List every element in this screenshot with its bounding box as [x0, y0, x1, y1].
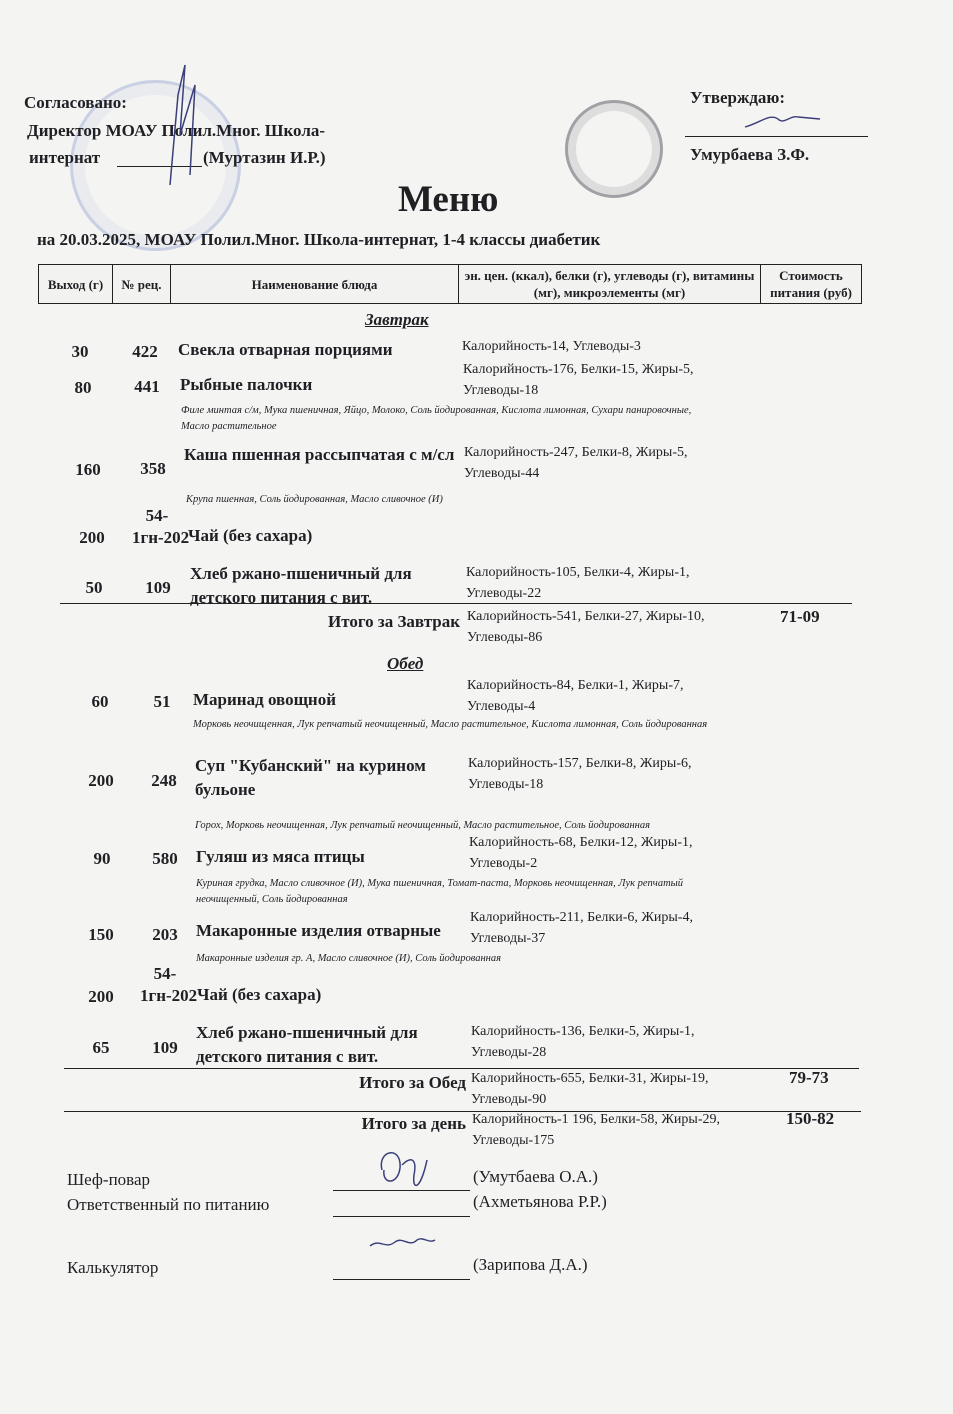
row-dish: Хлеб ржано-пшеничный для детского питания с вит. — [190, 564, 412, 607]
row-rec: 358 — [140, 459, 166, 478]
approve-signature-line — [685, 136, 868, 137]
row-nutr: Калорийность-211, Белки-6, Жиры-4, Углеводы-37 — [470, 910, 693, 946]
row-yield: 160 — [75, 460, 101, 479]
row-dish: Маринад овощной — [193, 690, 337, 709]
row-yield: 200 — [79, 528, 105, 547]
breakfast-total-cost: 71-09 — [780, 607, 820, 626]
responsible-name: (Ахметьянова Р.Р.) — [473, 1192, 607, 1211]
breakfast-total-label: Итого за Завтрак — [327, 612, 460, 631]
row-ingredients: Макаронные изделия гр. А, Масло сливочное (И), Соль йодированная — [196, 953, 502, 964]
day-total-nutr: Калорийность-1 196, Белки-58, Жиры-29, Углеводы-175 — [472, 1112, 720, 1148]
lunch-total-label: Итого за Обед — [359, 1073, 466, 1092]
row-dish: Каша пшенная рассыпчатая с м/сл — [184, 445, 455, 464]
approver-name: Умурбаева З.Ф. — [690, 145, 810, 164]
calculator-signature — [365, 1232, 440, 1254]
page-subtitle: на 20.03.2025, МОАУ Полил.Мног. Школа-интернат, 1-4 классы диабетик — [37, 230, 601, 249]
approval-stamp — [565, 100, 663, 198]
row-rec: 54-1гн-202 — [132, 506, 190, 547]
director-signature — [150, 55, 210, 195]
row-rec: 109 — [152, 1038, 178, 1057]
row-yield: 65 — [92, 1038, 110, 1057]
row-dish: Хлеб ржано-пшеничный для детского питания с вит. — [196, 1023, 418, 1066]
row-nutr: Калорийность-68, Белки-12, Жиры-1, Углеводы-2 — [469, 835, 693, 871]
chef-signature — [372, 1140, 437, 1200]
lunch-total-cost: 79-73 — [789, 1068, 829, 1087]
section-breakfast: Завтрак — [365, 310, 429, 329]
row-rec: 441 — [134, 377, 160, 396]
calculator-signature-line — [333, 1279, 470, 1280]
calculator-role: Калькулятор — [67, 1258, 159, 1277]
row-yield: 60 — [91, 692, 109, 711]
section-lunch: Обед — [387, 654, 424, 673]
chef-role: Шеф-повар — [67, 1170, 151, 1189]
row-ingredients: Морковь неочищенная, Лук репчатый неочищенный, Масло растительное, Кислота лимонная, Соль йодированная — [193, 719, 708, 730]
row-nutr: Калорийность-176, Белки-15, Жиры-5, Углеводы-18 — [463, 362, 694, 398]
row-dish: Макаронные изделия отварные — [196, 921, 441, 940]
director-line: Директор МОАУ Полил.Мног. Школа- — [27, 121, 326, 140]
row-rec: 109 — [145, 578, 171, 597]
row-ingredients: Филе минтая с/м, Мука пшеничная, Яйцо, Молоко, Соль йодированная, Кислота лимонная, Сухари панировочные, Масло растительное — [181, 405, 692, 432]
row-dish: Чай (без сахара) — [197, 985, 322, 1004]
row-nutr: Калорийность-84, Белки-1, Жиры-7, Углеводы-4 — [467, 678, 684, 714]
row-rec: 422 — [132, 342, 158, 361]
row-ingredients: Горох, Морковь неочищенная, Лук репчатый неочищенный, Масло растительное, Соль йодированная — [195, 820, 651, 831]
col-name: Наименование блюда — [170, 264, 459, 304]
approver-signature — [740, 105, 830, 135]
breakfast-divider — [60, 603, 852, 604]
row-rec: 51 — [153, 692, 171, 711]
row-nutr: Калорийность-157, Белки-8, Жиры-6, Углеводы-18 — [468, 756, 692, 792]
approve-label: Утверждаю: — [690, 88, 786, 107]
row-dish: Чай (без сахара) — [188, 526, 313, 545]
page-title: Меню — [398, 179, 499, 220]
breakfast-total-nutr: Калорийность-541, Белки-27, Жиры-10, Углеводы-86 — [467, 609, 705, 645]
row-rec: 54-1гн-202 — [140, 964, 198, 1005]
row-nutr: Калорийность-14, Углеводы-3 — [462, 339, 641, 354]
row-ingredients: Крупа пшенная, Соль йодированная, Масло сливочное (И) — [186, 494, 443, 505]
col-nutr: эн. цен. (ккал), белки (г), углеводы (г), витамины (мг), микроэлементы (мг) — [458, 264, 761, 304]
row-rec: 580 — [152, 849, 178, 868]
row-nutr: Калорийность-136, Белки-5, Жиры-1, Углеводы-28 — [471, 1024, 695, 1060]
agreed-label: Согласовано: — [24, 93, 127, 112]
chef-name: (Умутбаева О.А.) — [473, 1167, 598, 1186]
row-yield: 50 — [85, 578, 103, 597]
chef-signature-line — [333, 1190, 470, 1191]
row-yield: 200 — [88, 771, 114, 790]
row-yield: 150 — [88, 925, 114, 944]
row-yield: 90 — [93, 849, 111, 868]
responsible-role: Ответственный по питанию — [67, 1195, 270, 1214]
col-cost: Стоимость питания (руб) — [760, 264, 862, 304]
calculator-name: (Зарипова Д.А.) — [473, 1255, 588, 1274]
row-yield: 200 — [88, 987, 114, 1006]
row-nutr: Калорийность-105, Белки-4, Жиры-1, Углеводы-22 — [466, 565, 690, 601]
row-ingredients: Куриная грудка, Масло сливочное (И), Мука пшеничная, Томат-паста, Морковь неочищенная, Лук репчатый неочищенный, Соль йодированная — [196, 878, 684, 905]
row-rec: 203 — [152, 925, 178, 944]
row-nutr: Калорийность-247, Белки-8, Жиры-5, Углеводы-44 — [464, 445, 688, 481]
day-total-cost: 150-82 — [786, 1109, 835, 1128]
col-rec: № рец. — [112, 264, 171, 304]
row-rec: 248 — [151, 771, 177, 790]
director-line-2: интернат — [29, 148, 101, 167]
lunch-total-nutr: Калорийность-655, Белки-31, Жиры-19, Углеводы-90 — [471, 1071, 709, 1107]
responsible-signature-line — [333, 1216, 470, 1217]
row-dish: Суп "Кубанский" на курином бульоне — [195, 756, 426, 799]
row-dish: Рыбные палочки — [180, 375, 313, 394]
row-yield: 30 — [71, 342, 89, 361]
row-yield: 80 — [74, 378, 92, 397]
row-dish: Гуляш из мяса птицы — [196, 847, 365, 866]
day-total-label: Итого за день — [361, 1114, 466, 1133]
director-name: (Муртазин И.Р.) — [203, 148, 326, 167]
row-dish: Свекла отварная порциями — [178, 340, 393, 359]
col-yield: Выход (г) — [38, 264, 113, 304]
